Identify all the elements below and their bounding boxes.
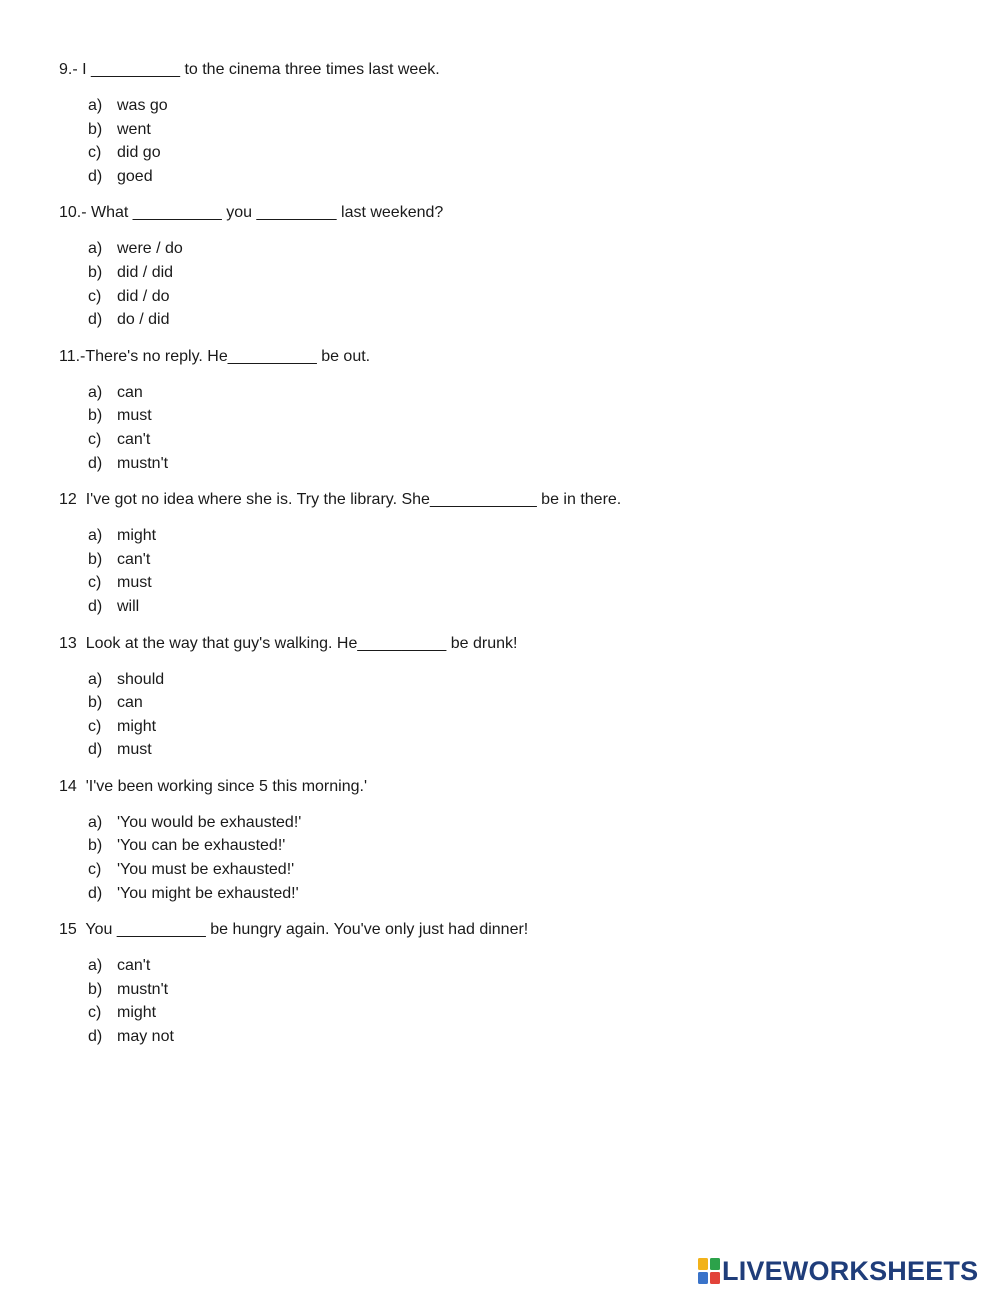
option-letter: a) (88, 527, 103, 545)
question-text: 11.-There's no reply. He__________ be out. (59, 347, 371, 365)
option-text: may not (117, 1028, 174, 1046)
option-letter: b) (88, 550, 103, 568)
logo-text: LIVEWORKSHEETS (722, 1256, 979, 1286)
option-letter: d) (88, 1028, 103, 1046)
option-list (59, 524, 959, 618)
option-letter: b) (88, 120, 103, 138)
question-9 (59, 58, 959, 188)
option-letter: d) (88, 311, 103, 329)
option-list (59, 954, 959, 1048)
option-letter: b) (88, 407, 103, 425)
option-b[interactable] (88, 548, 959, 572)
option-d[interactable] (88, 1025, 959, 1049)
option-text: 'You must be exhausted!' (117, 861, 295, 879)
option-d[interactable] (88, 595, 959, 619)
option-b[interactable] (88, 978, 959, 1002)
option-text: might (117, 527, 157, 545)
option-list (59, 811, 959, 905)
option-text: can (117, 694, 143, 712)
question-14 (59, 775, 959, 905)
option-letter: d) (88, 167, 103, 185)
option-d[interactable] (88, 308, 959, 332)
option-text: can (117, 383, 143, 401)
question-text: 9.- I __________ to the cinema three times last week. (59, 61, 440, 78)
option-text: went (117, 120, 151, 138)
option-text: mustn't (117, 980, 169, 998)
option-list (59, 94, 959, 188)
option-letter: b) (88, 837, 103, 855)
option-d[interactable] (88, 165, 959, 189)
option-d[interactable] (88, 738, 959, 762)
option-text: 'You can be exhausted!' (117, 837, 286, 855)
option-text: 'You would be exhausted!' (117, 813, 302, 831)
option-a[interactable] (88, 237, 959, 261)
option-text: mustn't (117, 454, 169, 472)
option-b[interactable] (88, 834, 959, 858)
liveworksheets-logo (698, 1256, 978, 1286)
question-text: 12 I've got no idea where she is. Try the library. She____________ be in there. (59, 491, 622, 509)
liveworksheets-logo-icon (698, 1258, 720, 1284)
option-letter: b) (88, 263, 103, 281)
option-text: can't (117, 550, 151, 568)
option-b[interactable] (88, 118, 959, 142)
option-letter: a) (88, 383, 103, 401)
question-10 (59, 201, 959, 331)
option-a[interactable] (88, 381, 959, 405)
option-list (59, 668, 959, 762)
option-text: did / do (117, 287, 170, 305)
option-letter: c) (88, 717, 102, 735)
option-letter: c) (88, 1004, 102, 1022)
option-c[interactable] (88, 1001, 959, 1025)
question-11 (59, 345, 959, 475)
option-c[interactable] (88, 571, 959, 595)
option-letter: d) (88, 597, 103, 615)
option-letter: c) (88, 287, 102, 305)
option-letter: c) (88, 144, 102, 162)
option-a[interactable] (88, 94, 959, 118)
option-list (59, 381, 959, 475)
option-list (59, 237, 959, 331)
option-c[interactable] (88, 285, 959, 309)
question-12 (59, 488, 959, 618)
option-letter: d) (88, 884, 103, 902)
option-letter: d) (88, 741, 103, 759)
option-a[interactable] (88, 524, 959, 548)
option-text: can't (117, 430, 151, 448)
option-c[interactable] (88, 428, 959, 452)
option-letter: d) (88, 454, 103, 472)
option-text: can't (117, 957, 151, 975)
option-text: might (117, 1004, 157, 1022)
question-text: 13 Look at the way that guy's walking. He__________ be drunk! (59, 634, 518, 652)
option-text: was go (117, 97, 168, 114)
option-a[interactable] (88, 811, 959, 835)
question-15 (59, 918, 959, 1048)
question-text: 15 You __________ be hungry again. You've only just had dinner! (59, 921, 529, 939)
question-text: 14 'I've been working since 5 this morning.' (59, 777, 367, 795)
option-text: will (117, 597, 140, 615)
question-text: 10.- What __________ you _________ last weekend? (59, 204, 444, 222)
option-text: did / did (117, 263, 174, 281)
option-c[interactable] (88, 715, 959, 739)
question-13 (59, 632, 959, 762)
option-letter: c) (88, 430, 102, 448)
option-text: must (117, 574, 152, 592)
option-text: must (117, 741, 152, 759)
option-letter: a) (88, 670, 103, 688)
option-text: 'You might be exhausted!' (117, 884, 299, 902)
option-c[interactable] (88, 141, 959, 165)
option-text: might (117, 717, 157, 735)
option-letter: a) (88, 97, 103, 114)
option-text: did go (117, 144, 161, 162)
option-letter: a) (88, 240, 103, 258)
option-c[interactable] (88, 858, 959, 882)
option-d[interactable] (88, 882, 959, 906)
option-text: goed (117, 167, 153, 185)
option-letter: c) (88, 574, 102, 592)
option-text: must (117, 407, 152, 425)
option-b[interactable] (88, 404, 959, 428)
option-d[interactable] (88, 452, 959, 476)
option-text: were / do (117, 240, 183, 258)
worksheet (59, 58, 959, 1049)
option-a[interactable] (88, 668, 959, 692)
option-letter: c) (88, 861, 102, 879)
option-a[interactable] (88, 954, 959, 978)
option-text: do / did (117, 311, 170, 329)
option-letter: a) (88, 813, 103, 831)
option-b[interactable] (88, 261, 959, 285)
option-text: should (117, 670, 165, 688)
option-letter: b) (88, 980, 103, 998)
option-letter: a) (88, 957, 103, 975)
option-b[interactable] (88, 691, 959, 715)
option-letter: b) (88, 694, 103, 712)
